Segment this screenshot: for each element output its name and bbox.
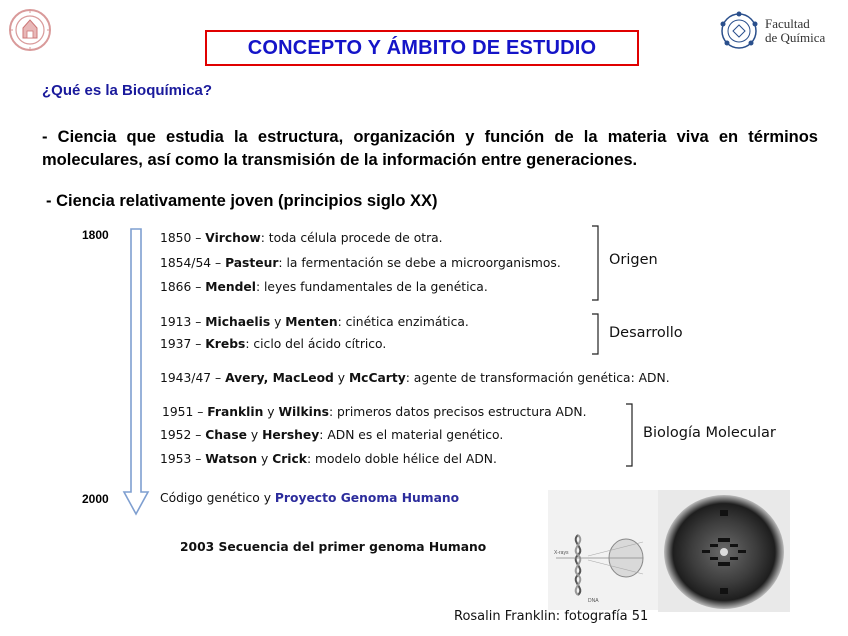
molecule-ring-icon (718, 10, 762, 52)
event-krebs: 1937 – Krebs: ciclo del ácido cítrico. (160, 337, 387, 351)
group-biologia-label: Biología Molecular (643, 425, 776, 441)
event-pasteur: 1854/54 – Pasteur: la fermentación se debe a microorganismos. (160, 256, 561, 270)
event-franklin-wilkins: 1951 – Franklin y Wilkins: primeros datos precisos estructura ADN. (162, 405, 587, 419)
x-rays-label: X-rays (554, 550, 569, 556)
event-michaelis-menten: 1913 – Michaelis y Menten: cinética enzimática. (160, 315, 469, 329)
genome-2003-line: 2003 Secuencia del primer genoma Humano (180, 540, 487, 554)
definition-paragraph: - Ciencia que estudia la estructura, organización y función de la materia viva en términos moleculares, así como la transmisión de la información entre generaciones. (42, 128, 818, 169)
genome-project-highlight: Proyecto Genoma Humano (274, 491, 460, 505)
timeline-start-year: 1800 (82, 228, 109, 242)
faculty-logo (718, 10, 825, 52)
dna-label: DNA (588, 598, 599, 604)
slide-title: CONCEPTO Y ÁMBITO DE ESTUDIO (247, 36, 597, 59)
faculty-name-line2: de Química (765, 30, 826, 45)
young-science-line: - Ciencia relativamente joven (principios siglo XX) (46, 192, 438, 210)
timeline-down-arrow-icon (122, 228, 150, 516)
group-origen-label: Origen (609, 252, 658, 268)
event-avery-macleod-mccarty: 1943/47 – Avery, MacLeod y McCarty: agente de transformación genética: ADN. (160, 371, 670, 385)
desarrollo-bracket (588, 312, 602, 356)
biologia-bracket (622, 402, 636, 468)
photo-51 (658, 490, 790, 612)
group-desarrollo-label: Desarrollo (609, 325, 683, 341)
event-genetic-code: Código genético y Proyecto Genoma Humano (160, 491, 460, 505)
event-chase-hershey: 1952 – Chase y Hershey: ADN es el material genético. (160, 428, 504, 442)
event-mendel: 1866 – Mendel: leyes fundamentales de la genética. (160, 280, 488, 294)
dna-diffraction-diagram (548, 490, 658, 610)
event-watson-crick: 1953 – Watson y Crick: modelo doble hélice del ADN. (160, 452, 497, 466)
faculty-name-line1: Facultad (765, 16, 810, 31)
slide-title-box (205, 30, 639, 66)
figure-caption: Rosalin Franklin: fotografía 51 (454, 609, 649, 624)
timeline-end-year: 2000 (82, 492, 109, 506)
question-heading: ¿Qué es la Bioquímica? (42, 82, 213, 99)
event-virchow: 1850 – Virchow: toda célula procede de otra. (160, 231, 443, 245)
university-seal-logo (8, 8, 52, 52)
origen-bracket (588, 224, 602, 302)
